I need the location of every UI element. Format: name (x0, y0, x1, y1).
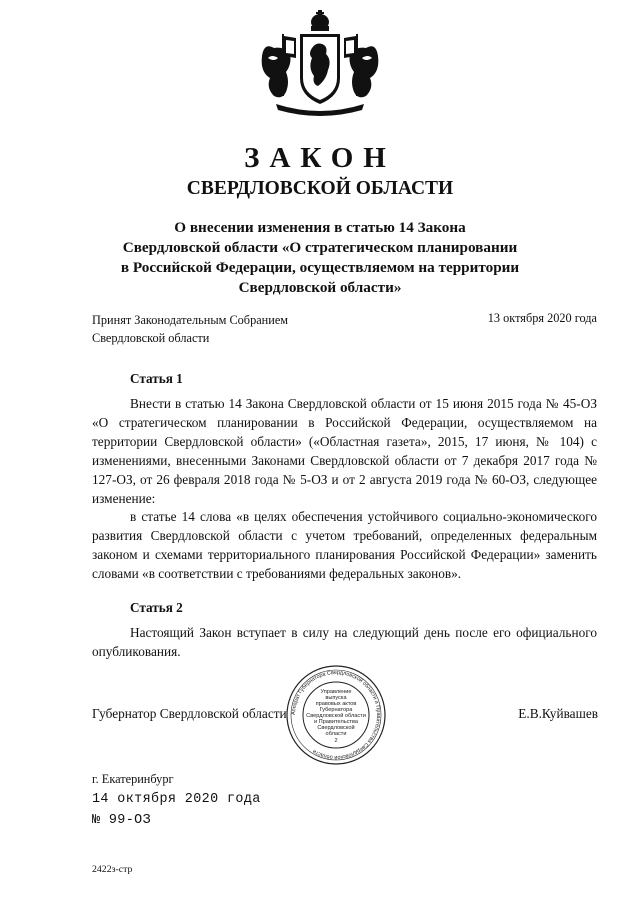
article-2-paragraph-1: Настоящий Закон вступает в силу на следующий день после его официального опубликования. (92, 625, 597, 659)
stamp-inner-line: и Правительства (314, 719, 358, 725)
subject-line: Свердловской области «О стратегическом планировании (122, 239, 518, 256)
region-title: СВЕРДЛОВСКОЙ ОБЛАСТИ (186, 178, 454, 199)
article-1-paragraph-2: в статье 14 слова «в целях обеспечения устойчивого социально-экономического развития Свердловской области с учетом требований, определенных федеральным законом и схемами территориального планирования Российской Федерации» заменить словами «в соответствии с требованиями федеральных законов». (92, 509, 597, 581)
stamp-inner-line: Свердловской (317, 725, 355, 731)
law-number-typed: № 99-ОЗ (92, 813, 152, 828)
adoption-body-line: Свердловской области (92, 331, 210, 345)
stamp-inner-line: области (325, 731, 347, 737)
adoption-body (92, 311, 288, 347)
adoption-body-line: Принят Законодательным Собранием (92, 313, 289, 327)
stamp-inner-line: правовых актов (315, 701, 357, 707)
stamp-ring-text: Аппарат Губернатора Свердловской области и Правительства Свердловской области (290, 669, 382, 761)
stamp-inner-line: 2 (334, 738, 338, 744)
document-code: 2422з-стр (92, 864, 133, 875)
article-2-heading: Статья 2 (130, 600, 183, 615)
subject-line: О внесении изменения в статью 14 Закона (174, 219, 466, 236)
stamp-inner-line: выпуска (325, 695, 347, 701)
stamp-inner-line: Управление (320, 689, 352, 695)
governor-title: Губернатор Свердловской области (92, 706, 287, 721)
city-name: г. Екатеринбург (92, 772, 174, 786)
adoption-date: 13 октября 2020 года (487, 311, 597, 325)
article-1-paragraph-1: Внести в статью 14 Закона Свердловской области от 15 июня 2015 года № 45-ОЗ «О стратегическом планировании в Российской Федерации, осуществляемом на территории Свердловской области» («Областная газета», 2015, 17 июня, № 104) с изменениями, внесенными Законами Свердловской области от 7 декабря 2017 года № 127-ОЗ, от 26 февраля 2018 года № 5-ОЗ и от 2 августа 2019 года № 60-ОЗ, следующее изменение: (92, 396, 597, 506)
official-seal-stamp (285, 664, 387, 766)
coat-of-arms-emblem (256, 8, 384, 120)
stamp-inner-line: Губернатора (319, 707, 353, 713)
subject-line: Свердловской области» (238, 279, 402, 296)
stamp-inner-line: Свердловской области (306, 713, 366, 719)
document-type-title: ЗАКОН (244, 142, 396, 174)
governor-name: Е.В.Куйвашев (518, 706, 598, 721)
law-subject-heading (60, 218, 580, 298)
article-1-heading: Статья 1 (130, 371, 183, 386)
subject-line: в Российской Федерации, осуществляемом на территории (120, 259, 520, 276)
signing-date-typed: 14 октября 2020 года (92, 792, 261, 807)
